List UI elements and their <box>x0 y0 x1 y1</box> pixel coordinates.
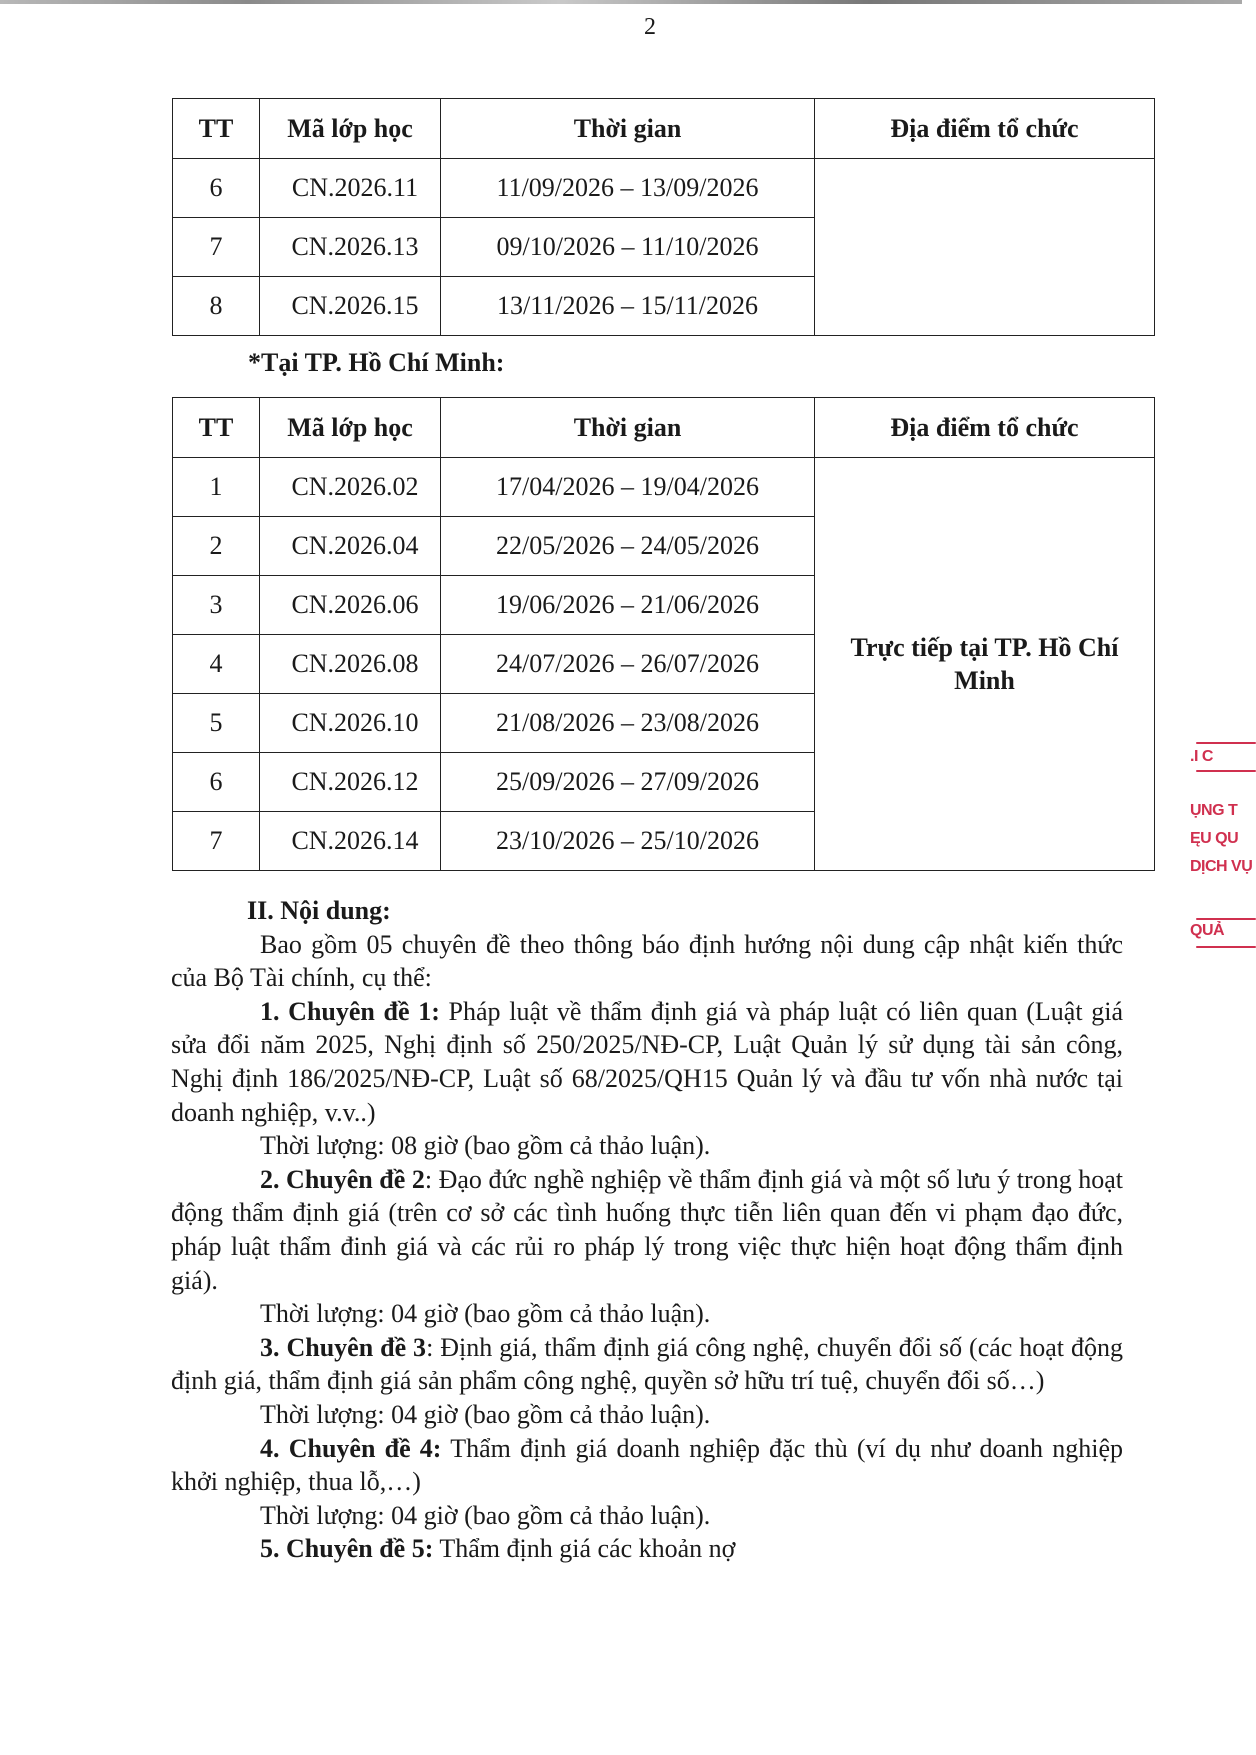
cell-time: 25/09/2026 – 27/09/2026 <box>441 753 815 812</box>
topic-label: 5. Chuyên đề 5: <box>260 1534 434 1564</box>
cell-tt: 6 <box>173 753 260 812</box>
cell-time: 09/10/2026 – 11/10/2026 <box>441 218 815 277</box>
cell-class-code: CN.2026.12 <box>260 753 441 812</box>
topic-text: : Định giá, thẩm định giá công nghệ, chuyển đổi số (các hoạt động định giá, thẩm định giá sản phẩm công nghệ, quyền sở hữu trí tuệ, chuyển đổi số…) <box>171 1332 1123 1396</box>
topic-text: : Đạo đức nghề nghiệp về thẩm định giá và một số lưu ý trong hoạt động thẩm định giá (trên cơ sở các tình huống thực tiễn liên quan đến vi phạm đạo đức, pháp luật thẩm đinh giá và các rủi ro pháp lý trong việc thực hiện hoạt động thẩm định giá). <box>171 1164 1123 1295</box>
hcm-heading: *Tại TP. Hồ Chí Minh: <box>248 348 505 377</box>
topic-text: Thẩm định giá doanh nghiệp đặc thù (ví dụ như doanh nghiệp khởi nghiệp, thua lỗ,…) <box>171 1433 1123 1497</box>
section-intro: Bao gồm 05 chuyên đề theo thông báo định hướng nội dung cập nhật kiến thức của Bộ Tài chính, cụ thể: <box>171 929 1123 993</box>
topic-label: 1. Chuyên đề 1: <box>260 996 440 1026</box>
cell-time: 13/11/2026 – 15/11/2026 <box>441 277 815 336</box>
topic-duration: Thời lượng: 08 giờ (bao gồm cả thảo luận). <box>260 1131 711 1161</box>
topic-2 <box>171 1163 1123 1297</box>
header-tt: TT <box>173 99 260 159</box>
header-class-code: Mã lớp học <box>260 99 441 159</box>
stamp-text: QUẢ <box>1190 922 1225 939</box>
table-row <box>173 458 1155 517</box>
topic-label: 2. Chuyên đề 2 <box>260 1164 425 1194</box>
cell-tt: 2 <box>173 517 260 576</box>
topic-duration: Thời lượng: 04 giờ (bao gồm cả thảo luận). <box>260 1500 711 1530</box>
cell-class-code: CN.2026.11 <box>260 159 441 218</box>
cell-tt: 3 <box>173 576 260 635</box>
topic-1 <box>171 995 1123 1129</box>
cell-class-code: CN.2026.04 <box>260 517 441 576</box>
cell-venue <box>815 159 1155 336</box>
cell-tt: 7 <box>173 218 260 277</box>
page-number: 2 <box>644 14 656 40</box>
header-time: Thời gian <box>441 99 815 159</box>
cell-class-code: CN.2026.10 <box>260 694 441 753</box>
table-row <box>173 159 1155 218</box>
topic-3 <box>171 1331 1123 1398</box>
cell-tt: 8 <box>173 277 260 336</box>
stamp-text: DỊCH VỤ <box>1190 858 1253 875</box>
topic-duration: Thời lượng: 04 giờ (bao gồm cả thảo luận). <box>260 1399 711 1429</box>
topic-label: 3. Chuyên đề 3 <box>260 1332 427 1362</box>
topic-text: Pháp luật về thẩm định giá và pháp luật có liên quan (Luật giá sửa đổi năm 2025, Nghị định số 250/2025/NĐ-CP, Luật Quản lý sử dụng tài sản công, Nghị định 186/2025/NĐ-CP, Luật số 68/2025/QH15 Quản lý và đầu tư vốn nhà nước tại doanh nghiệp, v.v..) <box>171 996 1123 1127</box>
cell-time: 19/06/2026 – 21/06/2026 <box>441 576 815 635</box>
cell-time: 22/05/2026 – 24/05/2026 <box>441 517 815 576</box>
cell-time: 23/10/2026 – 25/10/2026 <box>441 812 815 871</box>
cell-venue: Trực tiếp tại TP. Hồ Chí Minh <box>815 458 1155 871</box>
red-stamp-fragment <box>1188 740 1253 960</box>
cell-tt: 7 <box>173 812 260 871</box>
cell-tt: 1 <box>173 458 260 517</box>
schedule-table-1 <box>172 98 1155 336</box>
stamp-text: ĘU QU <box>1190 830 1239 847</box>
cell-class-code: CN.2026.13 <box>260 218 441 277</box>
header-time: Thời gian <box>441 398 815 458</box>
cell-class-code: CN.2026.15 <box>260 277 441 336</box>
stamp-text: ỤNG T <box>1190 802 1238 819</box>
topic-duration: Thời lượng: 04 giờ (bao gồm cả thảo luận). <box>260 1299 711 1329</box>
cell-time: 24/07/2026 – 26/07/2026 <box>441 635 815 694</box>
cell-tt: 4 <box>173 635 260 694</box>
cell-class-code: CN.2026.14 <box>260 812 441 871</box>
stamp-arc <box>1196 742 1256 744</box>
cell-time: 11/09/2026 – 13/09/2026 <box>441 159 815 218</box>
cell-tt: 5 <box>173 694 260 753</box>
cell-class-code: CN.2026.02 <box>260 458 441 517</box>
cell-time: 17/04/2026 – 19/04/2026 <box>441 458 815 517</box>
stamp-arc <box>1196 918 1256 920</box>
schedule-table-hcm <box>172 397 1155 871</box>
cell-time: 21/08/2026 – 23/08/2026 <box>441 694 815 753</box>
cell-class-code: CN.2026.08 <box>260 635 441 694</box>
header-venue: Địa điểm tổ chức <box>815 99 1155 159</box>
table-header-row <box>173 99 1155 159</box>
header-venue: Địa điểm tổ chức <box>815 398 1155 458</box>
table-header-row <box>173 398 1155 458</box>
topic-text: Thẩm định giá các khoản nợ <box>433 1534 736 1564</box>
cell-class-code: CN.2026.06 <box>260 576 441 635</box>
stamp-arc <box>1196 770 1256 772</box>
content-section <box>171 894 1123 1566</box>
cell-tt: 6 <box>173 159 260 218</box>
header-tt: TT <box>173 398 260 458</box>
section-title: II. Nội dung: <box>247 896 391 925</box>
topic-label: 4. Chuyên đề 4: <box>260 1433 442 1463</box>
scan-edge <box>0 0 1242 4</box>
stamp-arc <box>1196 946 1256 948</box>
header-class-code: Mã lớp học <box>260 398 441 458</box>
stamp-text: .I C <box>1190 748 1213 765</box>
topic-5 <box>171 1532 1123 1566</box>
topic-4 <box>171 1432 1123 1499</box>
